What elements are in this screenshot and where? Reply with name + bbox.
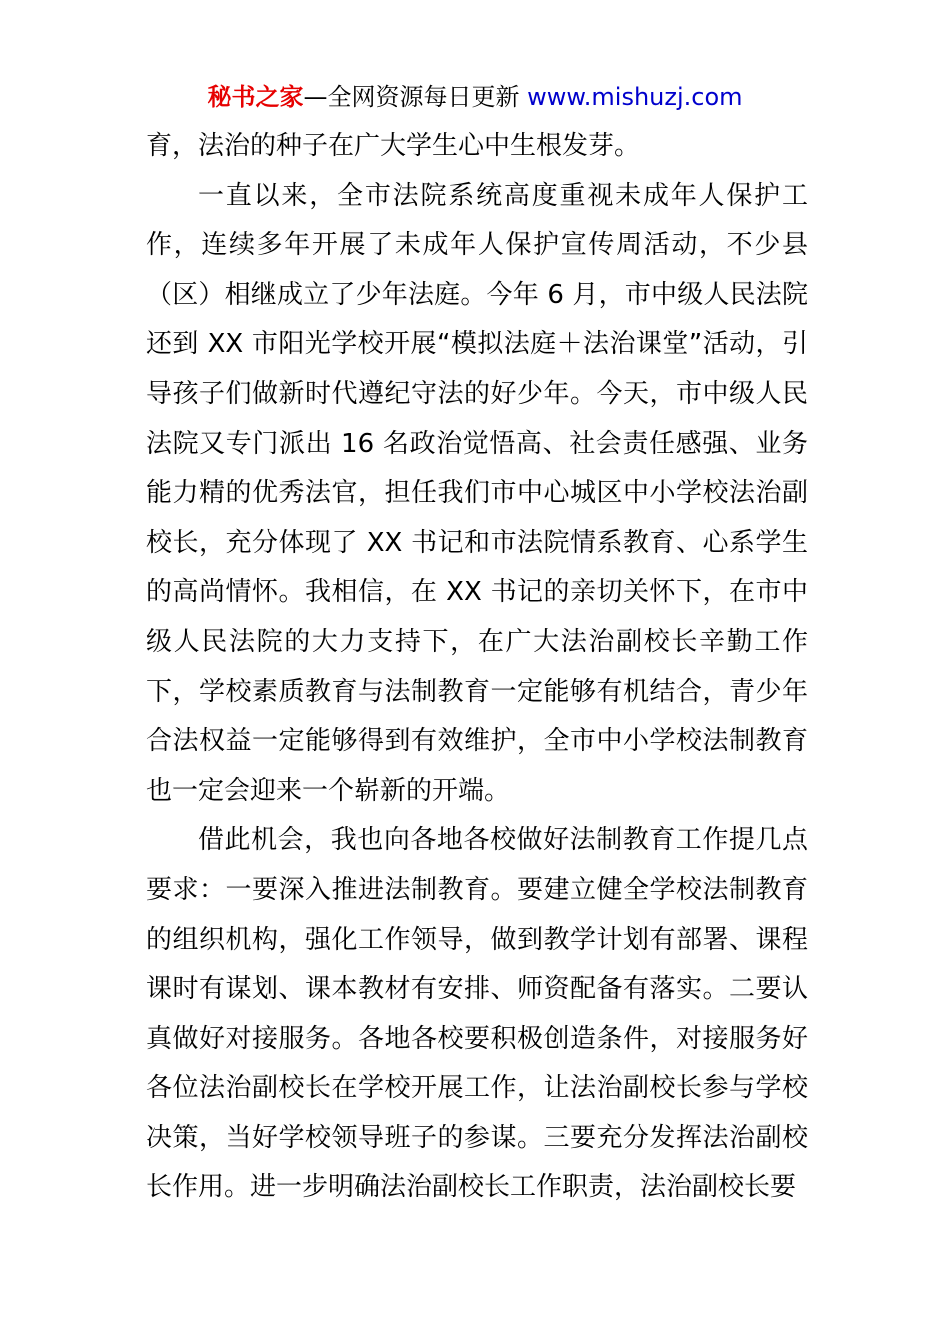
paragraph-continuation: 育，法治的种子在广大学生心中生根发芽。 (146, 131, 641, 161)
paragraph: 一直以来，全市法院系统高度重视未成年人保护工作，连续多年开展了未成年人保护宣传周活动，不少县（区）相继成立了少年法庭。今年 6 月，市中级人民法院还到 XX 市阳光学校开展“模拟法庭＋法治课堂”活动，引导孩子们做新时代遵纪守法的好少年。今天，市中级人民法院又专门派出 16 名政治觉悟高、社会责任感强、业务能力精的优秀法官，担任我们市中心城区中小学校法治副校长，充分体现了 XX 书记和市法院情系教育、心系学生的高尚情怀。我相信，在 XX 书记的亲切关怀下，在市中级人民法院的大力支持下，在广大法治副校长辛勤工作下，学校素质教育与法制教育一定能够有机结合，青少年合法权益一定能够得到有效维护，全市中小学校法制教育也一定会迎来一个崭新的开端。 (146, 180, 808, 806)
site-url-link[interactable]: www.mishuzj.com (527, 83, 743, 111)
site-header (0, 82, 950, 112)
paragraph: 借此机会，我也向各地各校做好法制教育工作提几点要求：一要深入推进法制教育。要建立健全学校法制教育的组织机构，强化工作领导，做到教学计划有部署、课程课时有谋划、课本教材有安排、师资配备有落实。二要认真做好对接服务。各地各校要积极创造条件，对接服务好各位法治副校长在学校开展工作，让法治副校长参与学校决策，当好学校领导班子的参谋。三要充分发挥法治副校长作用。进一步明确法治副校长工作职责，法治副校长要 (146, 825, 808, 1203)
site-tagline: —全网资源每日更新 (303, 83, 520, 111)
site-brand: 秘书之家 (207, 83, 304, 111)
document-body (146, 122, 808, 1213)
